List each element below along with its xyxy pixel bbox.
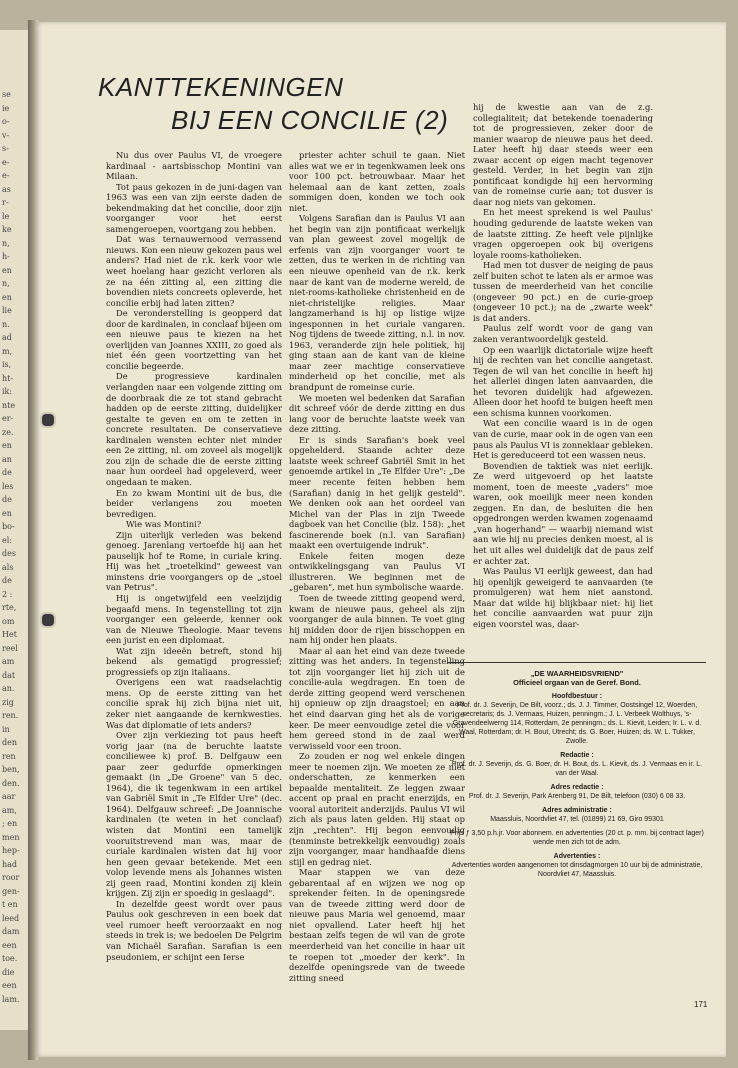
prev-page-fragment: ben, [2, 765, 20, 774]
article-paragraph: Zo zouden er nog wel enkele dingen meer te noemen zijn. We moeten ze niet onderschatten, ze kenmerken een bepaalde mentaliteit. Ze leggen zwaar accent op praal en pracht enerzijds, en vooral autoriteit anderzijds. Paulus VI wil zich als paus laten gelden. Hij staat op zijn „rechten". Hij begon eenvoudig (tenminste betrekkelijk eenvoudig) zoals zijn voorganger, maar handhaafde diens stijl en gedrag niet. [289, 751, 465, 867]
editor-address-heading: Adres redactie : [550, 784, 604, 791]
prev-page-fragment: nte [2, 400, 16, 410]
article-paragraph: Hij is ongetwijfeld een veelzijdig begaafd mens. In tegenstelling tot zijn voorganger een geleerde, kenner ook van de Nieuwe Theologie. Maar tevens een jurist en een diplomaat. [106, 592, 282, 646]
prev-page-fragment: r- [2, 198, 9, 207]
prev-page-fragment: n, [2, 238, 10, 248]
prev-page-fragment: hep- [2, 846, 20, 855]
article-paragraph: Overigens een wat raadselachtig mens. Op de eerste zitting van het concilie sprak hij zich bijna niet uit, zeker niet aangaande de kernkwesties. Was dat diplomatie of iets anders? [106, 677, 282, 730]
punch-hole-bottom [40, 612, 56, 628]
prev-page-fragment: dam [2, 927, 20, 936]
prev-page-fragment: den [2, 738, 18, 747]
article-column-3 [473, 102, 653, 629]
article-paragraph: hij de kwestie aan van de z.g. collegialiteit; dat betekende toenadering tot de progressieven, zeker door de manier waarop de nieuwe paus het deed. Later heeft hij daar steeds weer een zwaar accent op eigen macht tegenover gesteld. Verder, in het begin van zijn pontificaat kondigde hij een hervorming van de romeinse curie aan; tot dusver is daar nog niets van gekomen. [473, 102, 653, 207]
prev-page-fragment: toe. [2, 954, 18, 963]
punch-hole-top [40, 412, 56, 428]
prev-page-fragment: de [2, 468, 12, 477]
article-paragraph: Nu dus over Paulus VI, de vroegere kardinaal - aartsbisschop Montini van Milaan. [106, 150, 282, 182]
article-title-line-2: BIJ EEN CONCILIE (2) [171, 105, 449, 135]
prev-page-fragment: had [2, 859, 18, 869]
article-paragraph: Er is sinds Sarafian's boek veel opgehelderd. Staande achter deze laatste week schreef Gabriël Smit in het genoemde artikel in „Te Elfder Ure": „De meer recente feiten hebben hem (Sarafian) danig in het gelijk gesteld". We denken ook aan het oordeel van Michel van der Plas in zijn Tweede dagboek van het Concilie (blz. 158): „het fascinerende boek (n.l. van Sarafian) maakt een overtuigende indruk". [289, 434, 465, 551]
article-paragraph: We moeten wel bedenken dat Sarafian dit schreef vóór de derde zitting en dus lang voor de beruchte laatste week van deze zitting. [289, 392, 465, 435]
article-paragraph: En het meest sprekend is wel Paulus' houding gedurende de laatste weken van de laatste zitting. Ze heeft vele pijnlijke vragen opgeroepen ook bij overigens loyale rooms-katholieken. [473, 207, 653, 260]
prev-page-fragment: 2 : [2, 589, 13, 599]
prev-page-fragment: se [2, 90, 11, 99]
prev-page-fragment: in [2, 724, 10, 734]
article-paragraph: Volgens Sarafian dan is Paulus VI aan het begin van zijn pontificaat werkelijk van plan geweest zovel mogelijk de erfenis van zijn voorganger voort te zetten, dus te werken in de richting van een nieuwe openheid van de r.k. kerk naar de kant van de moderne wereld, de niet-rooms-katholieke christenheid en de niet-christelijke religies. Maar langzamerhand is hij op listige wijze ingesponnen in het curiale vangaren. Nog tijdens de tweede zitting, n.l. in nov. 1963, veranderde zijn hele politiek, hij ging staan aan de kant van de kleine maar zeer machtige conservatieve minderheid op het concilie, met als brandpunt de romeinse curie. [289, 213, 465, 393]
prev-page-fragment: bo- [2, 522, 15, 531]
admin-text: Maassluis, Noordvliet 47, tel. (01899) 21 69, Giro 99301 [490, 816, 664, 823]
prev-page-fragment: ze. [2, 427, 14, 437]
prev-page-fragment: v- [2, 130, 10, 140]
prev-page-fragment: am [2, 657, 15, 666]
price-text: Prijs ƒ 3,50 p.h.jr. Voor abonnem. en advertenties (20 ct. p. mm. bij contract lager) wende men zich tot de adm. [450, 830, 704, 846]
prev-page-fragment: is, [2, 360, 12, 369]
article-paragraph: Dat was ternauwernood verrassend nieuws. Kon een nieuw gekozen paus wel anders? Had niet de r.k. kerk voor wie weet hoelang haar gezicht verloren als ze na één zitting al, een zitting die bovendien niets concreets opleverde, het concilie erbij had laten zitten? [106, 234, 282, 308]
colophon-subtitle: Officieel orgaan van de Geref. Bond. [513, 678, 641, 687]
prev-page-fragment: en [2, 441, 12, 450]
prev-page-fragment: t en [2, 900, 18, 909]
prev-page-fragment: aar [2, 792, 16, 801]
prev-page-fragment: ren [2, 751, 16, 761]
prev-page-fragment: den. [2, 778, 20, 788]
article-paragraph: Wat een concilie waard is in de ogen van de curie, maar ook in de ogen van een paus als Paulus VI is zonneklaar gebleken. Het is gereduceerd tot een wassen neus. [473, 418, 654, 461]
prev-page-fragment: e- [2, 171, 10, 180]
prev-page-fragment: m, [2, 346, 13, 356]
article-column-1 [106, 150, 282, 962]
previous-page-edge [0, 30, 30, 1030]
prev-page-fragment: als [2, 562, 14, 572]
prev-page-fragment: ad [2, 333, 12, 342]
prev-page-fragment: h- [2, 252, 10, 261]
article-paragraph: Toen de tweede zitting geopend werd, kwam de nieuwe paus, geheel als zijn voorganger de aula binnen. Te voet ging hij midden door de rijen bisschoppen en nam hij onder hen plaats. [289, 592, 465, 646]
prev-page-fragment: s- [2, 144, 9, 153]
prev-page-fragment: om [2, 616, 15, 626]
article-paragraph: De progressieve kardinalen verlangden naar een volgende zitting om de doorbraak die ze tot stand gebracht hadden op de eerste zitting, duidelijker gestalte te geven en om te zetten in concrete resultaten. De conservatieve kardinalen wensten echter niet minder een 2e zitting, nl. om zoveel als mogelijk zou zijn de schade die de eerste zitting naar hun oordeel had opgeleverd, weer ongedaan te maken. [106, 371, 282, 487]
prev-page-fragment: er- [2, 414, 14, 423]
article-paragraph: Op een waarlijk dictatoriale wijze heeft hij de rechten van het concilie aangetast. Tegen de wil van het concilie in heeft hij het allerlei dingen laten aanvaarden, die het tevoren duidelijk had afgewezen. Alleen door het hoofd te buigen heeft men een schisma kunnen voorkomen. [473, 344, 653, 418]
article-paragraph: Maar al aan het eind van deze tweede zitting was het anders. In tegenstelling tot zijn voorganger liet hij zich uit de concilie-aula wegdragen. En toen de derde zitting geopend werd verschenen hij opnieuw op zijn draagstoel; en aan het eind daarvan ging het als de vorige keer. De meer eenvoudige zetel die voor hem gereed stond in de zaal werd verwisseld voor een troon. [289, 645, 465, 751]
article-paragraph: Zijn uiterlijk verleden was bekend genoeg. Jarenlang vertoefde hij aan het pauselijk hof te Rome, in curiale kring. Hij was het „troetelkind" geweest van minstens drie voorgangers op de „stoel van Petrus". [106, 529, 282, 593]
prev-page-fragment: an. [2, 684, 15, 693]
prev-page-fragment: de [2, 576, 12, 585]
article-paragraph: Wie was Montini? [126, 519, 202, 530]
prev-page-fragment: e- [2, 157, 10, 167]
prev-page-fragment: en [2, 292, 12, 302]
prev-page-fragment: an [2, 454, 12, 464]
prev-page-fragment: el: [2, 535, 12, 545]
article-paragraph: Over zijn verkiezing tot paus heeft vorig jaar (na de beruchte laatste conciliewee k) prof. B. Delfgauw een paar zeer gedurfde opmerkingen gemaakt (in „De Groene" van 5 dec. 1964), die ik tegenkwam in een artikel van Gabriël Smit in „Te Elfder Ure" (dec. 1964). Delfgauw schreef: „De Joannische kardinalen (te weten in het conclaaf) wisten dat Montini een tamelijk vooruitstrevend man was, maar de curiale kardinalen wisten dat hij voor hen geen gevaar betekende. Met een volop levende mens als Johannes wisten zij geen raad, Montini konden zij klein krijgen. Zij zijn er spoedig in geslaagd". [106, 730, 282, 899]
admin-heading: Adres administratie : [542, 807, 612, 814]
prev-page-fragment: Het [2, 630, 17, 639]
editors-text: Prof. dr. J. Severijn, ds. G. Boer, dr. H. Bout, ds. L. Kievit, ds. J. Vermaas en ir. L. van der Waal. [451, 761, 703, 777]
editors-heading: Redactie : [560, 752, 594, 759]
article-paragraph: Had men tot dusver de neiging de paus zelf buiten schot te laten als er armoe was tussen de meerderheid van het concilie (ongeveer 90 pct.) en de curie-groep (ongeveer 10 pct.); na de „zwarte week" is dat anders. [473, 260, 653, 323]
prev-page-fragment: reel [2, 643, 18, 653]
prev-page-fragment: men [2, 832, 20, 842]
prev-page-fragment: ht- [2, 373, 14, 383]
prev-page-fragment: as [2, 184, 11, 194]
article-paragraph: Enkele feiten mogen deze ontwikkelingsgang van Paulus VI illustreren. We beginnen met de „gebaren", met hun symbolische waarde. [289, 550, 465, 593]
prev-page-fragment: lie [2, 306, 12, 315]
prev-page-fragment: een [2, 981, 17, 990]
prev-page-fragment: gen- [2, 886, 20, 896]
prev-page-fragment: die [2, 967, 15, 977]
article-paragraph: priester achter schuil te gaan. Niet alles wat we er in tegenkwamen leek ons voor 100 pct. betrouwbaar. Maar het helemaal aan de kant zetten, zoals sommigen doen, konden we toch ook niet. [289, 150, 465, 213]
prev-page-fragment: am, [2, 805, 17, 815]
prev-page-fragment: en [2, 508, 12, 518]
prev-page-fragment: rte, [2, 603, 17, 612]
ads-heading: Advertenties : [553, 853, 601, 860]
prev-page-fragment: zig [2, 697, 14, 707]
prev-page-fragment: ; en [2, 819, 18, 828]
article-title-line-1: KANTTEKENINGEN [98, 72, 344, 102]
article-paragraph: Was Paulus VI eerlijk geweest, dan had hij openlijk geweigerd te aanvaarden (te promulgeren) wat hem niet aanstond. Maar dat wilde hij blijkbaar niet: hij liet het concilie aanvaarden wat puur zijn eigen voorstel was, daar- [473, 566, 653, 629]
prev-page-fragment: ik: [2, 387, 13, 396]
prev-page-fragment: een [2, 940, 17, 950]
colophon-title: „DE WAARHEIDSVRIEND" [530, 669, 624, 678]
article-paragraph: In dezelfde geest wordt over paus Paulus ook geschreven in een boek dat veel rumoer heeft veroorzaakt en nog steeds in trek is; we bedoelen De Pelgrim van Michaël Sarafian. Sarafian is een pseudoniem, er schijnt een Ierse [106, 898, 282, 962]
article-paragraph: Maar stappen we van deze gebarentaal af en wijzen we nog op sprekender feiten. In de openingsrede van de tweede zitting werd door de nieuwe paus Maria wel genoemd, maar niet opvallend. Later heeft hij het bestaan zelfs tegen de wil van de grote meerderheid van het concilie in haar uit te roepen tot „moeder der kerk". In dezelfde openingsrede van de tweede zitting sneed [289, 867, 465, 983]
article-paragraph: Paulus zelf wordt voor de gang van zaken verantwoordelijk gesteld. [473, 323, 653, 345]
prev-page-fragment: des [2, 549, 16, 558]
magazine-page [36, 22, 726, 1057]
article-column-2 [289, 150, 465, 983]
page-number: 171 [694, 1000, 708, 1009]
board-text: Prof. dr. J. Severijn, De Bilt, voorz.; ds. J. J. Timmer, Oostsingel 12, Woerden, secretaris; ds. J. Vermaas, Huizen, penningm.; J. L. Verbeek Wolthuys, 's-Gravendeelwerng 114, Rotterdam, 2e penningm.; ds. L. Kievit, Leiden; Ir. L. v. d. Waal, Rotterdam; dr. H. Bout, Utrecht; ds. G. Boer, Huizen; ds. W. L. Tukker, Zwolle. [452, 702, 702, 745]
editor-address-text: Prof. dr. J. Severijn, Park Arenberg 91, De Bilt, telefoon (030) 6 08 33. [468, 793, 686, 800]
board-heading: Hoofdbestuur : [551, 693, 603, 700]
prev-page-fragment: en [2, 265, 12, 275]
prev-page-fragment: roor [2, 873, 20, 882]
prev-page-fragment: ren. [2, 711, 19, 720]
prev-page-fragment: n, [2, 279, 10, 288]
article-paragraph: En zo kwam Montini uit de bus, die beider verlangens zou moeten bevredigen. [106, 487, 282, 519]
prev-page-fragment: dat [2, 670, 16, 680]
colophon-box [448, 662, 706, 879]
prev-page-fragment: o- [2, 117, 10, 126]
article-paragraph: Tot paus gekozen in de juni-dagen van 1963 was een van zijn eerste daden de bekendmaking dat het concilie, door zijn voorganger voor het eerst samengeroepen, voortgang zou hebben. [106, 181, 282, 234]
ads-text: Advertenties worden aangenomen tot dinsdagmorgen 10 uur bij de administratie, Noordvliet 47, Maassluis. [451, 862, 703, 878]
prev-page-fragment: leed [2, 913, 20, 923]
prev-page-fragment: ie [2, 103, 10, 113]
prev-page-fragment: les [2, 481, 14, 491]
prev-page-fragment: de [2, 495, 12, 504]
prev-page-fragment: lam. [2, 994, 20, 1004]
prev-page-fragment: n. [2, 319, 10, 329]
article-paragraph: Bovendien de taktiek was niet eerlijk. Ze werd uitgevoerd op het laatste moment, toen de meeste „vaders" moe waren, ook moeilijk meer neen konden zeggen. En dan, de besluiten die hen opgedrongen werden kwamen zogenaamd „van hogerhand" — waarbij niemand wist aan wie hij nu precies denken moest, al is het uit alles wel duidelijk dat de paus zelf er achter zat. [473, 460, 653, 566]
prev-page-fragment: ke [2, 225, 12, 234]
article-paragraph: Wat zijn ideeën betreft, stond hij bekend als gematigd progressief; progressiefs op zijn italiaans. [106, 645, 282, 677]
article-paragraph: De veronderstelling is geopperd dat door de kardinalen, in conclaaf bijeen om een nieuwe paus te kiezen na het overlijden van Joannes XXIII, zo goed als niet één geen voortzetting van het concilie begeerde. [106, 308, 282, 371]
prev-page-fragment: le [2, 211, 10, 221]
